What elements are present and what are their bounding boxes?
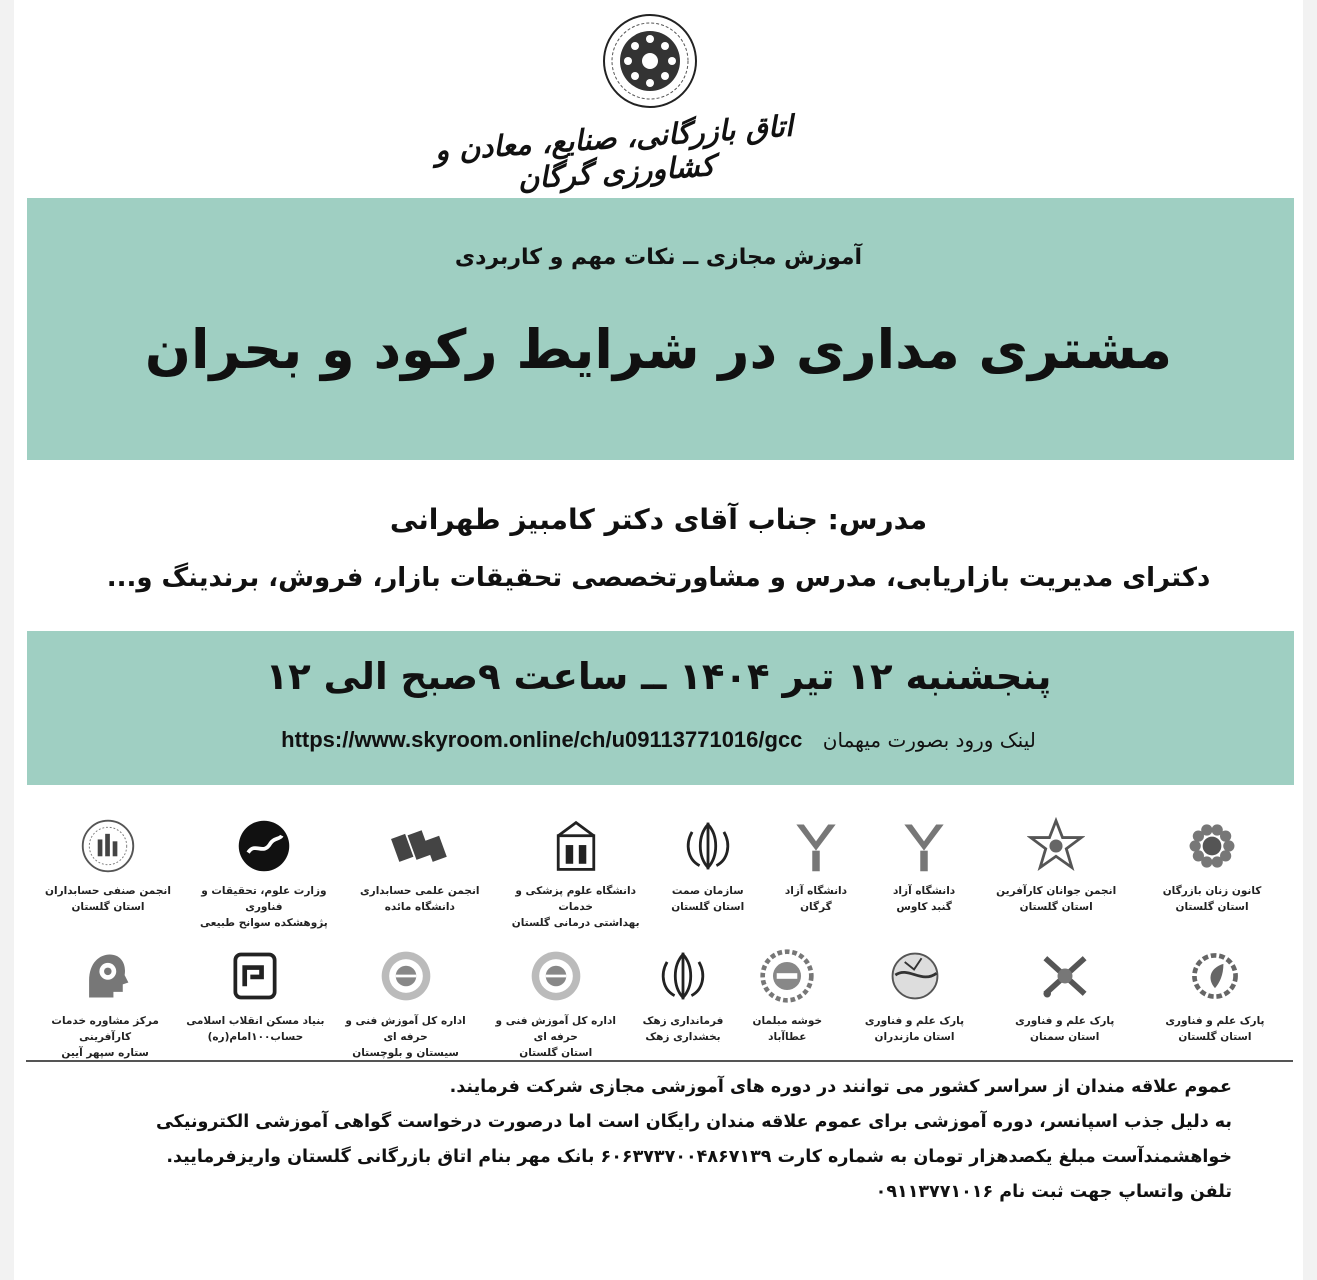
partner-label: خوشه مبلمان عطاآباد [752, 1015, 823, 1043]
gear-leaf-icon [1184, 945, 1246, 1007]
partner-label: فرمانداری زهک بخشداری زهک [642, 1015, 724, 1043]
partner-logo [30, 945, 180, 1070]
partner-logo [839, 945, 989, 1070]
iran-emblem-icon [652, 945, 714, 1007]
partner-logo [186, 815, 342, 940]
partner-label: وزارت علوم، تحقیقات و فناوری پژوهشکده سوانح طبیعی [200, 885, 328, 929]
partner-label: انجمن صنفی حسابداران استان گلستان [45, 885, 171, 913]
partner-logo [762, 815, 870, 940]
partner-logo [631, 945, 735, 1070]
partner-label: دانشگاه آزاد گنبد کاوس [893, 885, 956, 913]
partner-logo [481, 945, 631, 1070]
partner-label: دانشگاه علوم پزشکی و خدمات بهداشتی درمانی گلستان [511, 885, 640, 929]
globe-bird-icon [884, 945, 946, 1007]
science-park-icon [1034, 945, 1096, 1007]
org-name: اتاق بازرگانی، صنایع، معادن و کشاورزی گرگان [433, 108, 794, 196]
head-gear-icon [74, 945, 136, 1007]
partner-logo [1134, 815, 1290, 940]
partner-logo [342, 815, 498, 940]
partner-row-1 [30, 815, 1290, 940]
furniture-cluster-icon [756, 945, 818, 1007]
partner-label: انجمن جوانان کارآفرین استان گلستان [996, 885, 1117, 913]
iran-emblem-icon [677, 815, 739, 877]
research-institute-icon [233, 815, 295, 877]
partner-label: پارک علم و فناوری استان سمنان [1015, 1015, 1115, 1043]
partner-label: کانون زنان بازرگان استان گلستان [1162, 885, 1262, 913]
partner-logo [330, 945, 480, 1070]
partner-logo [180, 945, 330, 1070]
partner-logo [30, 815, 186, 940]
registration-notes [52, 1070, 1232, 1210]
header-logo [390, 6, 860, 196]
partner-label: اداره کل آموزش فنی و حرفه ای سیستان و بلوچستان [345, 1015, 466, 1059]
partner-logo [978, 815, 1134, 940]
event-date-time: پنجشنبه ۱۲ تیر ۱۴۰۴ ــ ساعت ۹صبح الی ۱۲ [265, 655, 1052, 698]
guest-link-label: لینک ورود بصورت میهمان [822, 728, 1036, 752]
star-emblem-icon [1025, 815, 1087, 877]
partner-logo [870, 815, 978, 940]
tvto-icon [375, 945, 437, 1007]
partner-label: مرکز مشاوره خدمات کارآفرینی ستاره سپهر آیین [51, 1015, 159, 1059]
flower-emblem-icon [1181, 815, 1243, 877]
accountants-union-icon [77, 815, 139, 877]
azad-university-icon [893, 815, 955, 877]
partner-label: دانشگاه آزاد گرگان [784, 885, 847, 913]
note-line-2: به دلیل جذب اسپانسر، دوره آموزشی برای عموم علاقه مندان رایگان است اما درصورت درخواست گواهی آموزشی الکترونیکی [155, 1112, 1232, 1132]
banner-subtitle: آموزش مجازی ــ نکات مهم و کاربردی [454, 245, 863, 270]
medical-university-icon [545, 815, 607, 877]
partner-label: اداره کل آموزش فنی و حرفه ای استان گلستان [495, 1015, 616, 1059]
partner-label: پارک علم و فناوری استان مازندران [864, 1015, 965, 1043]
partner-logo [498, 815, 654, 940]
guest-link-line [0, 727, 1317, 753]
partner-row-2 [30, 945, 1290, 1070]
accounting-books-icon [389, 815, 451, 877]
banner-title: مشتری مداری در شرایط رکود و بحران [144, 318, 1173, 381]
note-line-4: تلفن واتساپ جهت ثبت نام ۰۹۱۱۳۷۷۱۰۱۶ [875, 1182, 1232, 1202]
chamber-of-commerce-seal-icon [590, 6, 710, 126]
partner-logo [1140, 945, 1290, 1070]
partner-logos [30, 815, 1290, 1070]
partner-label: بنیاد مسکن انقلاب اسلامی حساب۱۰۰امام(ره) [186, 1015, 325, 1043]
azad-university-icon [785, 815, 847, 877]
note-line-1: عموم علاقه مندان از سراسر کشور می توانند در دوره های آموزشی مجازی شرکت فرمایند. [449, 1077, 1232, 1097]
partner-logo [735, 945, 839, 1070]
partner-logo [654, 815, 762, 940]
note-line-3: خواهشمندآست مبلغ یکصدهزار تومان به شماره کارت ۶۰۶۳۷۳۷۰۰۴۸۶۷۱۳۹ بانک مهر بنام اتاق بازرگانی گلستان واریزفرمایید. [166, 1147, 1232, 1167]
divider [26, 1060, 1293, 1062]
housing-foundation-icon [224, 945, 286, 1007]
guest-link-url[interactable]: https://www.skyroom.online/ch/u09113771016/gcc [281, 727, 803, 752]
lecturer-bio: دکترای مدیریت بازاریابی، مدرس و مشاورتخصصی تحقیقات بازار، فروش، برندینگ و... [106, 563, 1211, 593]
partner-label: انجمن علمی حسابداری دانشگاه مائده [360, 885, 480, 913]
lecturer-name: مدرس: جناب آقای دکتر کامبیز طهرانی [389, 503, 928, 536]
frame-edge-right [1303, 0, 1317, 1280]
tvto-icon [525, 945, 587, 1007]
frame-edge-left [0, 0, 14, 1280]
partner-label: سازمان صمت استان گلستان [671, 885, 745, 913]
partner-label: پارک علم و فناوری استان گلستان [1165, 1015, 1265, 1043]
partner-logo [990, 945, 1140, 1070]
